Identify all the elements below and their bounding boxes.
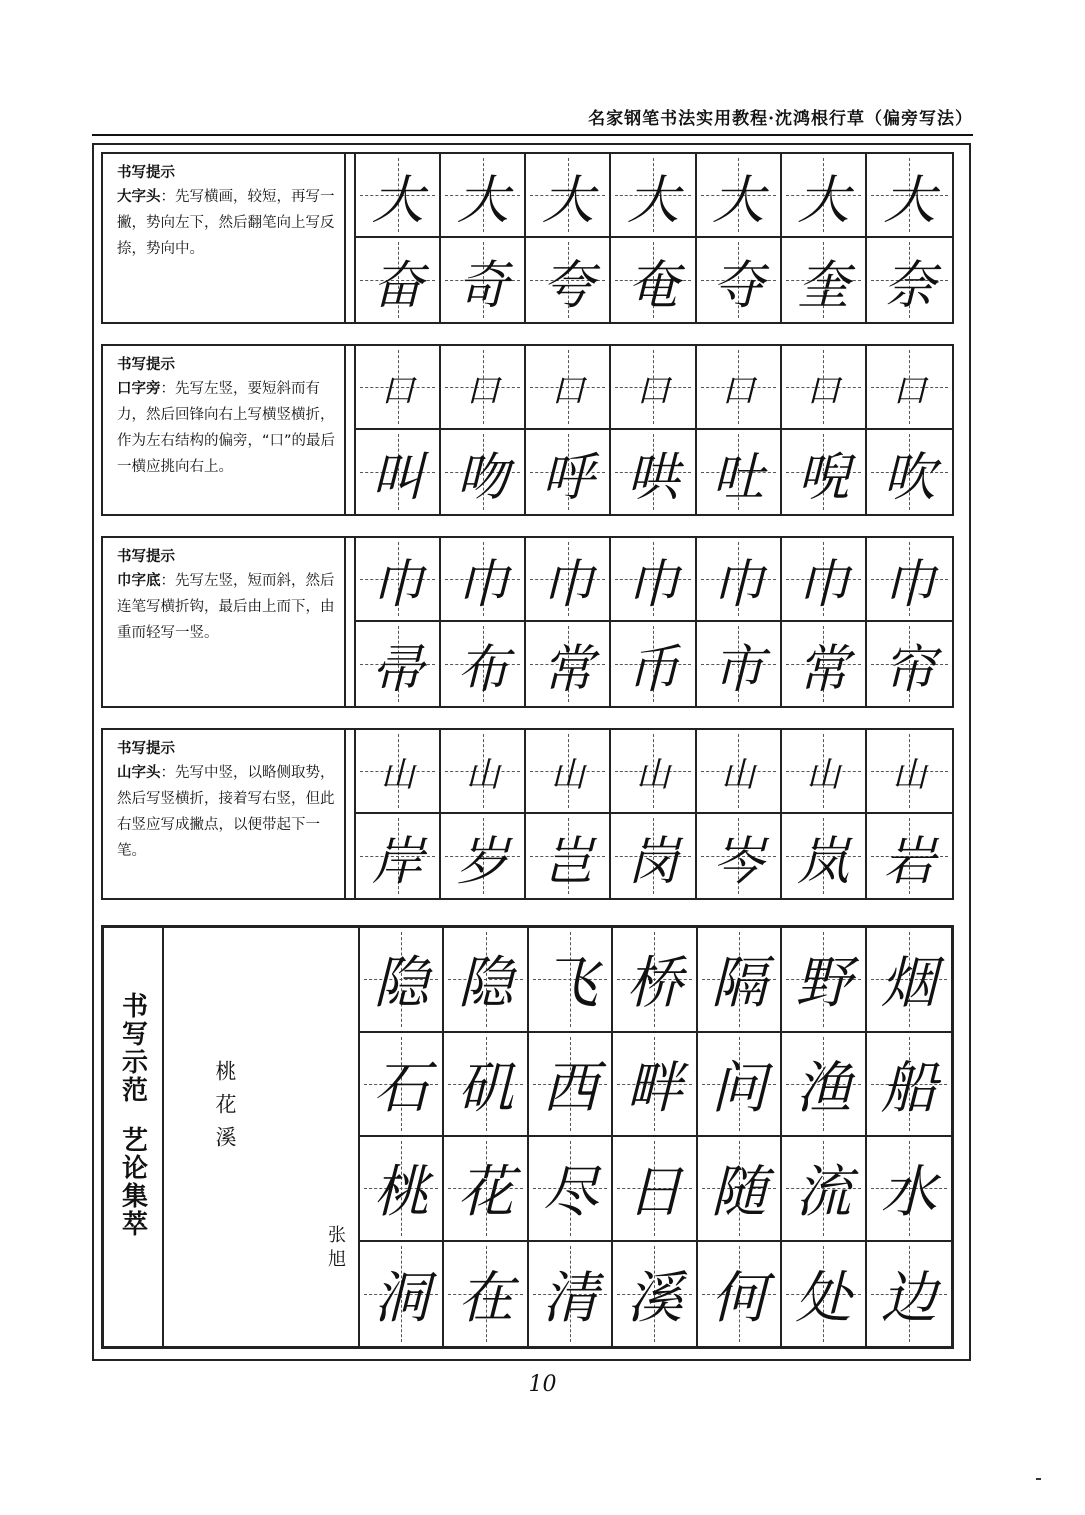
grid-cell: 巾	[526, 538, 611, 622]
grid-cell: 吐	[697, 430, 782, 514]
tip-body: ：先写横画，较短，再写一撇，势向左下，然后翻笔向上写反捺，势向中。	[117, 189, 335, 257]
sample-cell: 边	[867, 1242, 951, 1347]
grid-cell: 口	[611, 346, 696, 430]
sample-cell: 溪	[613, 1242, 697, 1347]
poem-info	[164, 928, 360, 1346]
grid-cell: 常	[782, 622, 867, 706]
page-number: 10	[528, 1372, 557, 1397]
grid-cell: 山	[697, 730, 782, 814]
grid-cell: 币	[611, 622, 696, 706]
grid-cell: 吻	[441, 430, 526, 514]
grid-cell: 巾	[697, 538, 782, 622]
grid-cell: 大	[526, 154, 611, 238]
sample-cell: 何	[698, 1242, 782, 1347]
sample-cell: 飞	[529, 928, 613, 1033]
sample-cell: 隐	[444, 928, 528, 1033]
tip-section-kou	[101, 344, 954, 516]
tip-title: 书写提示	[117, 549, 175, 565]
grid-cell: 口	[782, 346, 867, 430]
writing-sample-section	[101, 925, 954, 1349]
sample-cell: 尽	[529, 1137, 613, 1242]
grid-cell: 山	[441, 730, 526, 814]
grid-cell: 巾	[782, 538, 867, 622]
sample-cell: 畔	[613, 1033, 697, 1138]
tip-text	[103, 730, 346, 898]
sample-label	[104, 928, 164, 1346]
grid-cell: 呼	[526, 430, 611, 514]
grid-cell: 奇	[441, 238, 526, 322]
grid-cell: 大	[697, 154, 782, 238]
sample-cell: 清	[529, 1242, 613, 1347]
practice-grid	[354, 730, 952, 898]
grid-cell: 大	[867, 154, 952, 238]
practice-grid	[354, 346, 952, 514]
grid-cell: 奎	[782, 238, 867, 322]
grid-cell: 巾	[441, 538, 526, 622]
grid-cell: 大	[782, 154, 867, 238]
sample-label-subheading: 艺论集萃	[117, 1126, 148, 1238]
tip-text	[103, 346, 346, 514]
sample-cell: 随	[698, 1137, 782, 1242]
grid-cell: 岂	[526, 814, 611, 898]
tip-heading: 巾字底	[117, 573, 161, 589]
grid-cell: 山	[867, 730, 952, 814]
grid-cell: 夸	[526, 238, 611, 322]
tip-heading: 大字头	[117, 189, 161, 205]
grid-cell: 奋	[356, 238, 441, 322]
tip-section-da	[101, 152, 954, 324]
sample-cell: 矶	[444, 1033, 528, 1138]
grid-cell: 吹	[867, 430, 952, 514]
tip-body: ：先写中竖，以略侧取势，然后写竖横折，接着写右竖，但此右竖应写成撇点，以便带起下一笔。	[117, 765, 335, 859]
sample-cell: 烟	[867, 928, 951, 1033]
grid-cell: 岁	[441, 814, 526, 898]
grid-cell: 巾	[611, 538, 696, 622]
grid-cell: 帘	[867, 622, 952, 706]
sample-cell: 洞	[360, 1242, 444, 1347]
grid-cell: 唲	[782, 430, 867, 514]
sample-cell: 花	[444, 1137, 528, 1242]
scan-speck	[1036, 1478, 1041, 1480]
grid-cell: 山	[782, 730, 867, 814]
sample-cell: 日	[613, 1137, 697, 1242]
sample-cell: 桥	[613, 928, 697, 1033]
grid-cell: 大	[611, 154, 696, 238]
poem-title: 桃花溪	[213, 1060, 237, 1159]
grid-cell: 哄	[611, 430, 696, 514]
sample-cell: 隔	[698, 928, 782, 1033]
grid-cell: 岚	[782, 814, 867, 898]
grid-cell: 山	[611, 730, 696, 814]
tip-body: ：先写左竖，要短斜而有力，然后回锋向右上写横竖横折，作为左右结构的偏旁，“口”的最后一横应挑向右上。	[117, 381, 336, 475]
sample-grid	[360, 928, 951, 1346]
grid-cell: 叫	[356, 430, 441, 514]
tip-section-shan	[101, 728, 954, 900]
grid-cell: 口	[356, 346, 441, 430]
tip-body: ：先写左竖，短而斜，然后连笔写横折钩，最后由上而下，由重而轻写一竖。	[117, 573, 335, 641]
tip-text	[103, 538, 346, 706]
grid-cell: 常	[526, 622, 611, 706]
grid-cell: 岑	[697, 814, 782, 898]
practice-grid	[354, 154, 952, 322]
running-header: 名家钢笔书法实用教程·沈鸿根行草（偏旁写法）	[588, 109, 973, 129]
grid-cell: 大	[356, 154, 441, 238]
grid-cell: 巾	[867, 538, 952, 622]
grid-cell: 山	[526, 730, 611, 814]
grid-cell: 口	[867, 346, 952, 430]
sample-cell: 桃	[360, 1137, 444, 1242]
tip-heading: 口字旁	[117, 381, 161, 397]
grid-cell: 口	[526, 346, 611, 430]
tip-text	[103, 154, 346, 322]
tip-title: 书写提示	[117, 165, 175, 181]
grid-cell: 夺	[697, 238, 782, 322]
sample-label-heading: 书写示范	[117, 992, 148, 1104]
tip-section-jin	[101, 536, 954, 708]
sample-cell: 船	[867, 1033, 951, 1138]
grid-cell: 岸	[356, 814, 441, 898]
grid-cell: 口	[441, 346, 526, 430]
grid-cell: 岩	[867, 814, 952, 898]
sample-cell: 西	[529, 1033, 613, 1138]
grid-cell: 口	[697, 346, 782, 430]
sample-cell: 问	[698, 1033, 782, 1138]
tip-heading: 山字头	[117, 765, 161, 781]
grid-cell: 山	[356, 730, 441, 814]
grid-cell: 大	[441, 154, 526, 238]
sample-cell: 在	[444, 1242, 528, 1347]
sample-cell: 水	[867, 1137, 951, 1242]
sample-cell: 野	[782, 928, 866, 1033]
grid-cell: 奄	[611, 238, 696, 322]
tip-title: 书写提示	[117, 741, 175, 757]
sample-cell: 处	[782, 1242, 866, 1347]
practice-grid	[354, 538, 952, 706]
tip-title: 书写提示	[117, 357, 175, 373]
grid-cell: 岗	[611, 814, 696, 898]
grid-cell: 市	[697, 622, 782, 706]
grid-cell: 布	[441, 622, 526, 706]
grid-cell: 帚	[356, 622, 441, 706]
grid-cell: 奈	[867, 238, 952, 322]
header-rule	[92, 134, 973, 136]
sample-cell: 隐	[360, 928, 444, 1033]
poem-author: 张旭	[325, 1225, 346, 1273]
sample-cell: 流	[782, 1137, 866, 1242]
sample-cell: 渔	[782, 1033, 866, 1138]
sample-cell: 石	[360, 1033, 444, 1138]
grid-cell: 巾	[356, 538, 441, 622]
